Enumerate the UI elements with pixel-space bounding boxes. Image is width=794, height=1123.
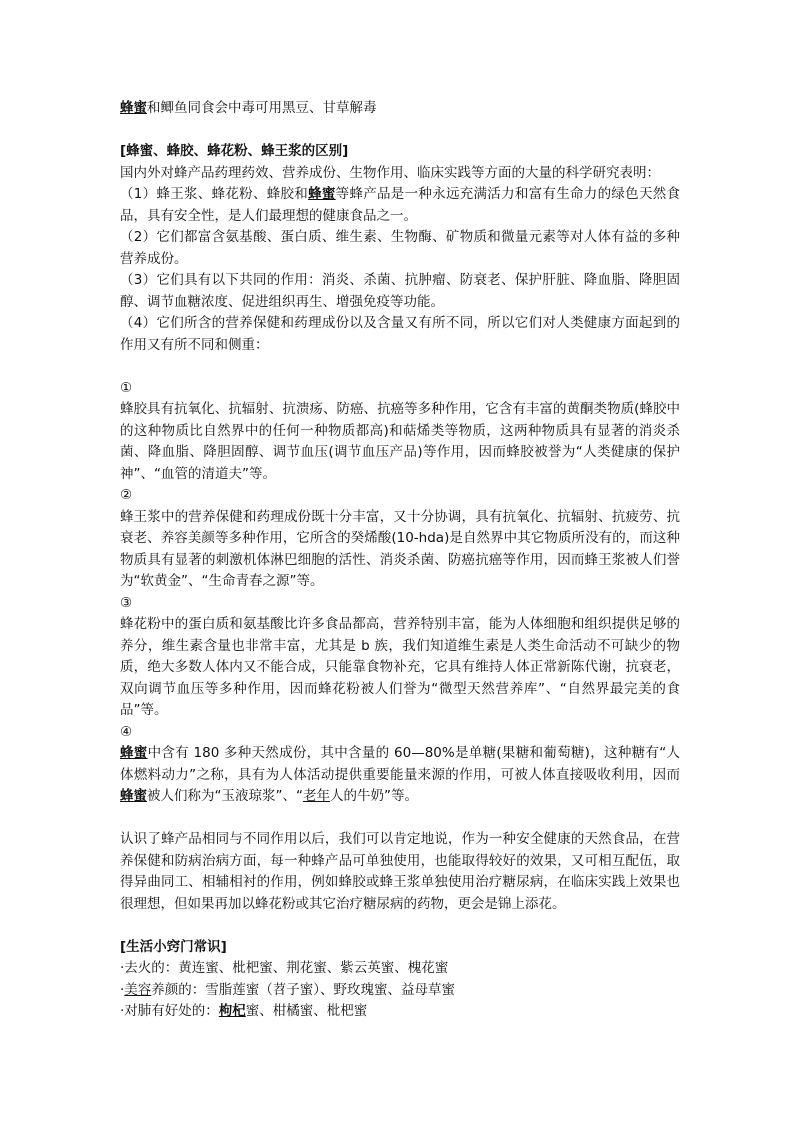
item-marker-1: ① <box>120 379 133 396</box>
tip-line-2-text: 养颜的：雪脂莲蜜（苕子蜜）、野玫瑰蜜、益母草蜜 <box>151 981 456 998</box>
item-4-text-c: 人的牛奶”等。 <box>329 788 418 804</box>
keyword-honey[interactable]: 蜂蜜 <box>120 788 147 804</box>
item-4-text-a: 中含有 180 多种天然成份，其中含量的 60—80%是单糖(果糖和葡萄糖)，这种糖有“人体燃料动力”之称，具有为人体活动提供重要能量来源的作用，可被人体直接吸收利用，因而 <box>120 745 680 783</box>
tip-line-3-text-a: ·对肺有好处的： <box>120 1003 219 1019</box>
tip-line-1: ·去火的：黄连蜜、枇杷蜜、荆花蜜、紫云英蜜、槐花蜜 <box>120 960 449 976</box>
section-lead: 国内外对蜂产品药理药效、营养成份、生物作用、临床实践等方面的大量的科学研究表明： <box>120 164 660 181</box>
keyword-elderly[interactable]: 老年 <box>302 788 330 804</box>
section-heading-difference: [蜂蜜、蜂胶、蜂花粉、蜂王浆的区别] <box>120 143 349 159</box>
item-text-propolis: 蜂胶具有抗氧化、抗辐射、抗溃疡、防癌、抗癌等多种作用，它含有丰富的黄酮类物质(蜂胶中的这种物质比自然界中的任何一种物质都高)和萜烯类等物质，这两种物质具有显著的消炎杀菌、降血脂、降胆固醇、调节血压(调节血压产品)等作用，因而蜂胶被誉为“人类健康的保护神”、“血管的清道夫”等。 <box>120 401 680 482</box>
keyword-honey[interactable]: 蜂蜜 <box>308 186 336 202</box>
tip-bullet: · <box>120 981 125 998</box>
item-marker-2: ② <box>120 487 133 503</box>
item-text-pollen: 蜂花粉中的蛋白质和氨基酸比许多食品都高，营养特别丰富，能为人体细胞和组织提供足够的养分，维生素含量也非常丰富，尤其是 b 族，我们知道维生素是人类生命活动不可缺少的物质，绝大多数人体内又不能合成，只能靠食物补充，它具有维持人体正常新陈代谢，抗衰老，双向调节血压等多种作用，因而蜂花粉被人们誉为“微型天然营养库”、“自然界最完美的食品”等。 <box>120 616 680 718</box>
tip-line-2 <box>120 980 680 1002</box>
point-1-text-b: 等蜂产品是一种永远充满活力和富有生命力的绿色天然食品，具有安全性，是人们最理想的健康食品之一。 <box>120 186 681 224</box>
point-4: （4）它们所含的营养保健和药理成份以及含量又有所不同，所以它们对人类健康方面起到的作用又有所不同和侧重： <box>120 315 680 353</box>
tip-line-3 <box>120 1001 680 1023</box>
conclusion-paragraph: 认识了蜂产品相同与不同作用以后，我们可以肯定地说，作为一种安全健康的天然食品，在营养保健和防病治病方面，每一种蜂产品可单独使用，也能取得较好的效果，又可相互配伍，取得异曲同工、相辅相衬的作用，例如蜂胶或蜂王浆单独使用治疗糖尿病，在临床实践上效果也很理想，但如果再加以蜂花粉或其它治疗糖尿病的药物，更会是锦上添花。 <box>120 831 680 912</box>
item-marker-3: ③ <box>120 594 133 611</box>
keyword-honey[interactable]: 蜂蜜 <box>120 100 147 116</box>
section-heading-tips: [生活小窍门常识] <box>120 938 227 955</box>
item-4-text-b: 被人们称为“玉液琼浆”、“ <box>147 788 303 804</box>
item-marker-4: ④ <box>120 723 133 740</box>
item-text-honey <box>120 743 680 808</box>
point-1-text-a: （1）蜂王浆、蜂花粉、蜂胶和 <box>120 186 309 202</box>
item-text-royal-jelly: 蜂王浆中的营养保健和药理成份既十分丰富，又十分协调，具有抗氧化、抗辐射、抗疲劳、抗衰老、养容美颜等多种作用，它所含的癸烯酸(10-hda)是自然界中其它物质所没有的，而这种物质具有显著的刺激机体淋巴细胞的活性、消炎杀菌、防癌抗癌等作用，因而蜂王浆被人们誉为“软黄金”、“生命青春之源”等。 <box>120 508 680 589</box>
keyword-beauty[interactable]: 美容 <box>124 981 152 998</box>
intro-line <box>120 98 680 120</box>
point-2: （2）它们都富含氨基酸、蛋白质、维生素、生物酶、矿物质和微量元素等对人体有益的多种营养成份。 <box>120 229 680 267</box>
intro-text: 和鲫鱼同食会中毒可用黑豆、甘草解毒 <box>147 100 377 116</box>
tip-line-3-text-b: 蜜、柑橘蜜、枇杷蜜 <box>245 1003 368 1019</box>
point-1 <box>120 184 680 227</box>
point-3: （3）它们具有以下共同的作用：消炎、杀菌、抗肿瘤、防衰老、保护肝脏、降血脂、降胆固醇、调节血糖浓度、促进组织再生、增强免疫等功能。 <box>120 272 680 310</box>
keyword-goji[interactable]: 枸杞 <box>218 1003 246 1019</box>
keyword-honey[interactable]: 蜂蜜 <box>120 745 148 761</box>
document-page <box>120 98 680 1023</box>
